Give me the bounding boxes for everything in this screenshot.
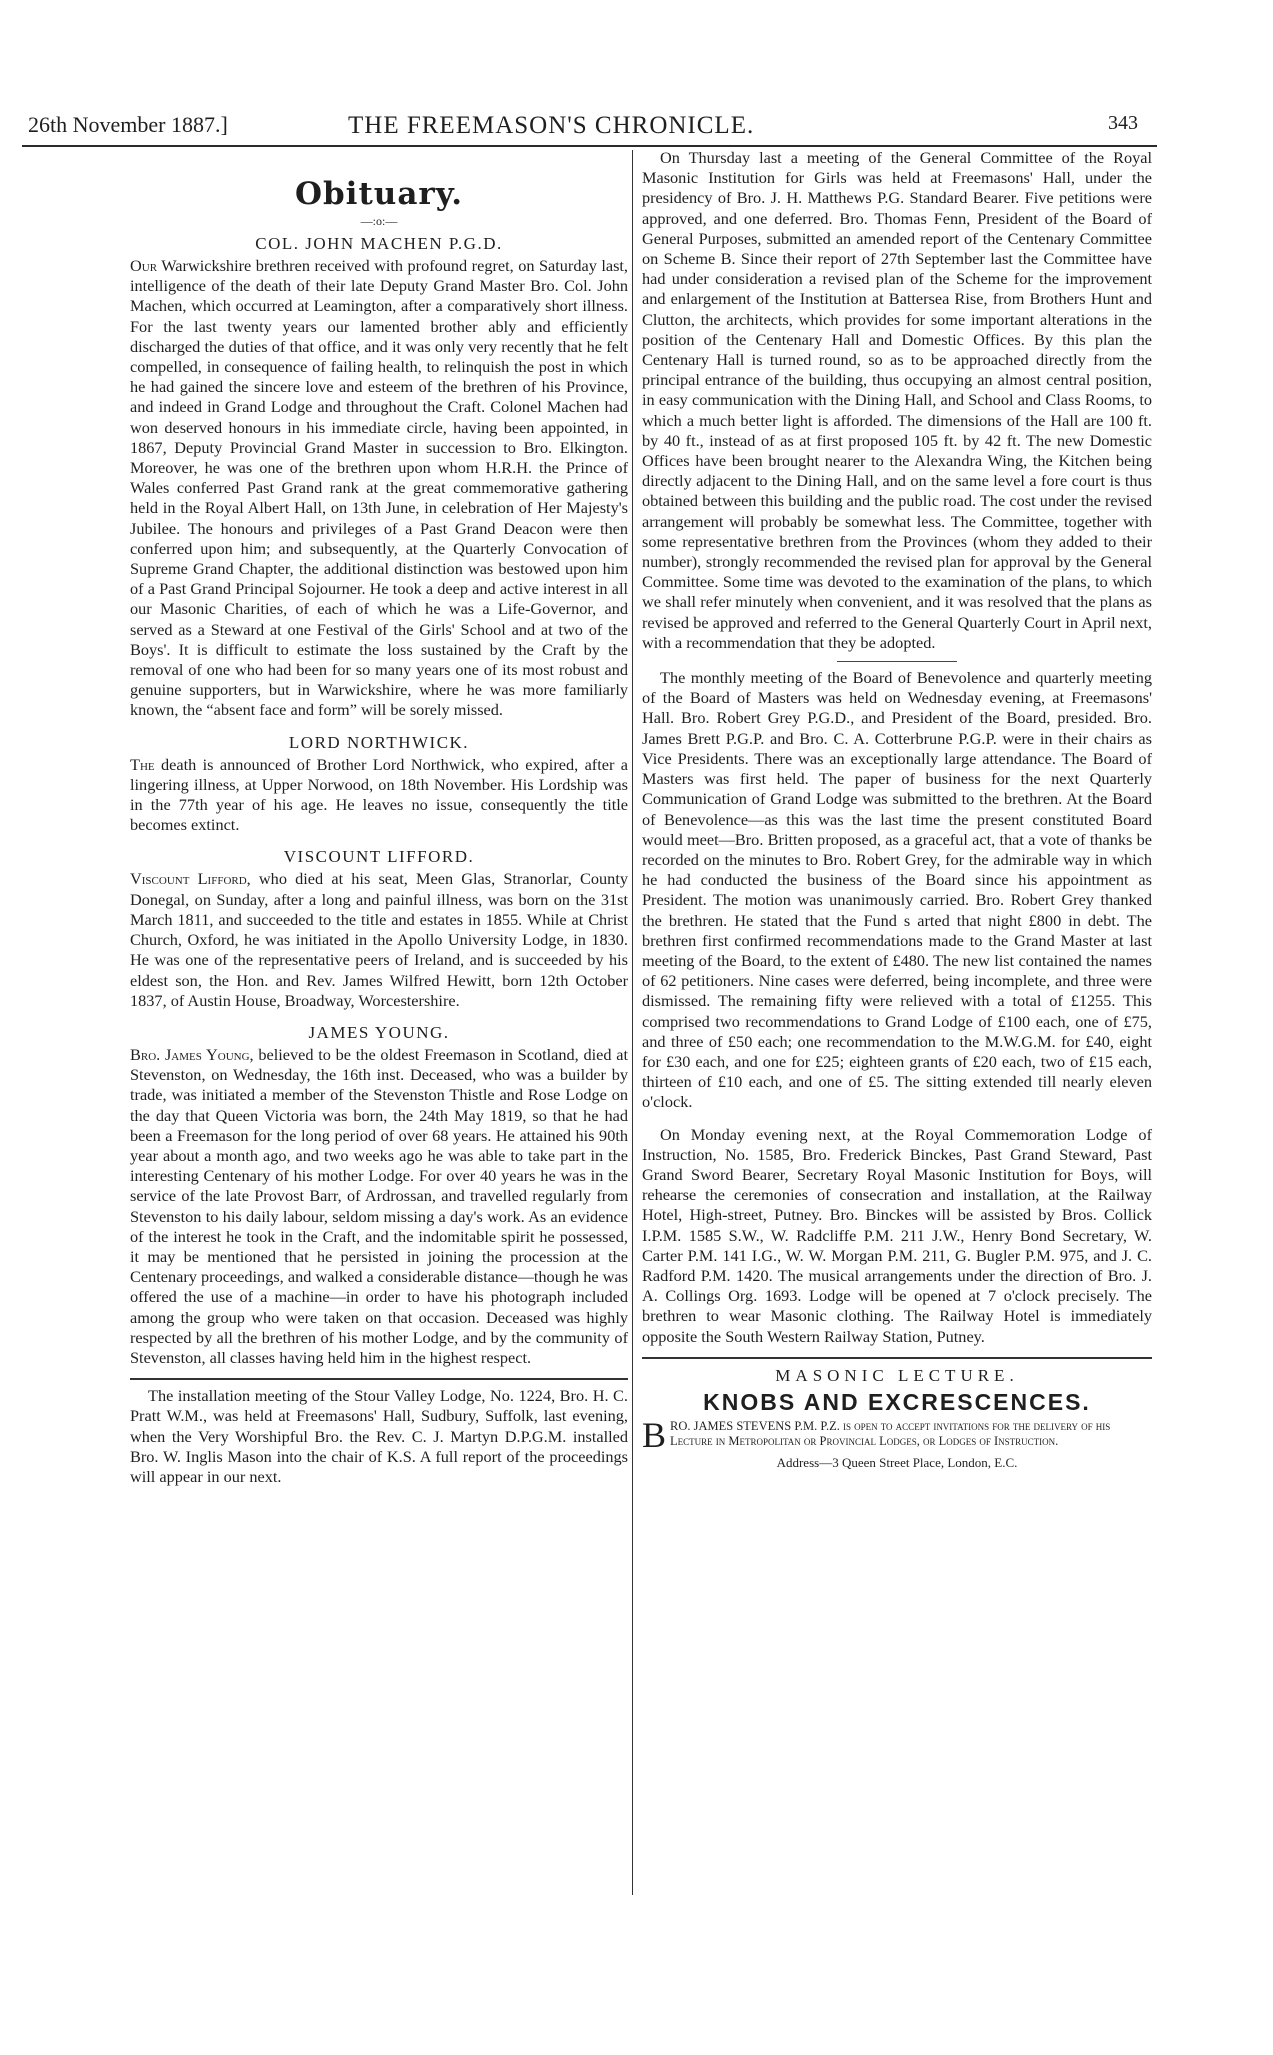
advert-text: RO. JAMES STEVENS P.M. P.Z. is open to accept invitations for the delivery of his Lecture in Metropolitan or Provincial Lodges, or Lodges of Instruction. — [670, 1418, 1111, 1448]
lifford-lead: Viscount Lifford, — [130, 869, 251, 889]
machen-article — [130, 256, 628, 721]
machen-text: Warwickshire brethren received with profound regret, on Saturday last, intelligence of the death of their late Deputy Grand Master Bro. Col. John Machen, which occurred at Leamington, after a comparatively short illness. For the last twenty years our lamented brother ably and efficiently discharged the duties of that office, and it was only very recently that he felt compelled, in consequence of failing health, to relinquish the post in which he had gained the sincere love and esteem of the brethren of his Province, and indeed in Grand Lodge and throughout the Craft. Colonel Machen had won deserved honours in his immediate circle, having been appointed, in 1867, Deputy Provincial Grand Master in succession to Bro. Elkington. Moreover, he was one of the brethren upon whom H.R.H. the Prince of Wales conferred Past Grand rank at the great commemorative gathering held in the Royal Albert Hall, on 13th June, in celebration of Her Majesty's Jubilee. The honours and privileges of a Past Grand Deacon were then conferred upon him; and subsequently, at the Quarterly Convocation of Supreme Grand Chapter, the additional distinction was bestowed upon him of a Past Grand Principal Sojourner. He took a deep and active interest in all our Masonic Charities, of each of which he was a Life-Governor, and served as a Steward at one Festival of the Girls' School and at two of the Boys'. It is difficult to estimate the loss sustained by the Craft by the removal of one who had been for so many years one of its most robust and genuine supporters, but in Warwickshire, where he was more familiarly known, the “absent face and form” will be sorely missed. — [130, 256, 628, 720]
advert-rule — [642, 1357, 1152, 1359]
young-heading: JAMES YOUNG. — [308, 1022, 450, 1042]
advert-dropcap: B — [642, 1414, 667, 1455]
left-column — [130, 148, 628, 1487]
machen-lead: Our — [130, 256, 158, 275]
lecture-advert — [642, 1414, 1152, 1455]
stour-valley-article: The installation meeting of the Stour Valley Lodge, No. 1224, Bro. H. C. Pratt W.M., was held at Freemasons' Hall, Sudbury, Suffolk, last evening, when the Very Worshipful Bro. the Rev. C. J. Martyn D.P.G.M. installed Bro. W. Inglis Mason into the chair of K.S. A full report of the proceedings will appear in our next. — [130, 1386, 628, 1486]
page-number: 343 — [1108, 112, 1138, 134]
right-column — [642, 148, 1152, 1473]
northwick-lead: The — [130, 754, 155, 774]
young-article — [130, 1045, 628, 1368]
northwick-article — [130, 755, 628, 836]
benevolence-article: The monthly meeting of the Board of Benevolence and quarterly meeting of the Board of Masters was held on Wednesday evening, at Freemasons' Hall. Bro. Robert Grey P.G.D., and President of the Board, presided. Bro. James Brett P.G.P. and Bro. C. A. Cotterbrune P.G.P. were in their chairs as Vice Presidents. There was an exceptionally large attendance. The Board of Masters was first held. The paper of business for the next Quarterly Communication of Grand Lodge was submitted to the brethren. At the Board of Benevolence—as this was the last time the present constituted Board would meet—Bro. Britten proposed, as a graceful act, that a vote of thanks be recorded on the minutes to Bro. Robert Grey, for the admirable way in which he had conducted the business of the Board since his appointment as President. The motion was unanimously carried. Bro. Robert Grey thanked the brethren. He stated that the Fund s arted that night £800 in debt. The brethren first confirmed recommendations made to the Grand Master at last meeting of the Board, to the extent of £480. The new list contained the names of 62 petitioners. Nine cases were deferred, being incomplete, and three were dismissed. The remaining fifty were relieved with a total of £1255. This comprised two recommendations to Grand Lodge of £100 each, one of £75, and three of £50 each; one recommendation to the M.W.G.M. for £40, eight for £30 each, and one for £25; eighteen grants of £20 each, two of £15 each, thirteen of £10 each, and one of £5. The sitting extended till nearly eleven o'clock. — [642, 668, 1152, 1112]
lifford-article — [130, 869, 628, 1010]
section-rule — [130, 1378, 628, 1380]
obituary-title: Obituary. — [295, 176, 463, 212]
machen-heading: COL. JOHN MACHEN P.G.D. — [255, 234, 503, 253]
advert-address: Address—3 Queen Street Place, London, E.C. — [776, 1454, 1018, 1470]
northwick-heading: LORD NORTHWICK. — [288, 732, 470, 752]
northwick-text: death is announced of Brother Lord Northwick, who expired, after a lingering illness, at Upper Norwood, on 18th November. His Lordship was in the 77th year of his age. He leaves no issue, consequently the title becomes extinct. — [130, 754, 628, 835]
column-divider — [632, 150, 633, 1895]
masthead — [28, 112, 1148, 142]
obituary-ornament: —:o:— — [360, 214, 398, 228]
young-lead: Bro. James Young, — [130, 1044, 254, 1064]
issue-date: 26th November 1887.] — [28, 112, 228, 137]
lecture-heading: MASONIC LECTURE. — [775, 1365, 1019, 1385]
newspaper-title: THE FREEMASON'S CHRONICLE. — [348, 112, 755, 139]
masthead-rule — [22, 145, 1157, 147]
young-text: believed to be the oldest Freemason in Scotland, died at Stevenston, on Wednesday, the 16th inst. Deceased, who was a builder by trade, was initiated a member of the Stevenston Thistle and Rose Lodge on the day that Queen Victoria was born, the 24th May 1819, so that he had been a Freemason for the long period of over 68 years. He attained his 90th year about a month ago, and two weeks ago he was able to take part in the interesting Centenary of his mother Lodge. For over 40 years he was in the service of the late Provost Barr, of Ardrossan, and travelled regularly from Stevenston to his daily labour, seldom missing a day's work. As an evidence of the interest he took in the Craft, and the indomitable spirit he possessed, it may be mentioned that he persisted in joining the procession at the Centenary proceedings, and walked a considerable distance—though he was offered the use of a machine—in order to have his photograph included among the group who were taken on that occasion. Deceased was highly respected by all the brethren of his mother Lodge, and by the community of Stevenston, all classes having held him in the highest respect. — [130, 1044, 628, 1367]
lifford-text: who died at his seat, Meen Glas, Stranorlar, County Donegal, on Sunday, after a long and painful illness, was born on the 31st March 1811, and succeeded to the title and estates in 1855. While at Christ Church, Oxford, he was initiated in the Apollo University Lodge, in 1830. He was one of the representative peers of Ireland, and is succeeded by his eldest son, the Hon. and Rev. James Wilfred Hewitt, born 12th October 1837, of Austin House, Broadway, Worcestershire. — [130, 869, 628, 1010]
consecration-article: On Monday evening next, at the Royal Commemoration Lodge of Instruction, No. 1585, Bro. Frederick Binckes, Past Grand Steward, Past Grand Sword Bearer, Secretary Royal Masonic Institution for Boys, will rehearse the ceremonies of consecration and installation, at the Railway Hotel, High-street, Putney. Bro. Binckes will be assisted by Bros. Collick I.P.M. 1585 S.W., W. Radcliffe P.M. 211 J.W., Henry Bond Secretary, W. Carter P.M. 141 I.G., W. W. Morgan P.M. 211, G. Bugler P.M. 975, and J. C. Radford P.M. 1420. The musical arrangements under the direction of Bro. J. A. Collings Org. 1693. Lodge will be opened at 7 o'clock precisely. The brethren to wear Masonic clothing. The Railway Hotel is immediately opposite the South Western Railway Station, Putney. — [642, 1124, 1152, 1346]
lecture-title: KNOBS AND EXCRESCENCES. — [703, 1388, 1091, 1415]
article-separator — [837, 661, 957, 662]
lifford-heading: VISCOUNT LIFFORD. — [283, 847, 475, 867]
girls-committee-article: On Thursday last a meeting of the General Committee of the Royal Masonic Institution for Girls was held at Freemasons' Hall, under the presidency of Bro. J. H. Matthews P.G. Standard Bearer. Five petitions were approved, and one deferred. Bro. Thomas Fenn, President of the Board of General Purposes, submitted an amended report of the Centenary Committee on Scheme B. Since their report of 27th September last the Committee have had under consideration a revised plan of the Scheme for the improvement and enlargement of the Institution at Battersea Rise, from Brothers Hunt and Clutton, the architects, which provides for some important alterations in the position of the Centenary Hall and Domestic Offices. By this plan the Centenary Hall is turned round, so as to be approached directly from the principal entrance of the building, thus occupying an almost central position, in easy communication with the Dining Hall, and School and Class Rooms, to which a much better light is afforded. The dimensions of the Hall are 100 ft. by 40 ft., instead of as at first proposed 105 ft. by 42 ft. The new Domestic Offices have been brought nearer to the Alexandra Wing, the Kitchen being directly adjacent to the Dining Hall, and on the same level a fore court is thus obtained between this building and the public road. The cost under the revised arrangement will probably be somewhat less. The Committee, together with some representative brethren from the Provinces (whom they added to their number), strongly recommended the revised plan for approval by the General Committee. Some time was devoted to the examination of the plans, to which we shall refer minutely when convenient, and it was resolved that the plans as revised be approved and referred to the General Quarterly Court in April next, with a recommendation that they be adopted. — [642, 148, 1152, 652]
